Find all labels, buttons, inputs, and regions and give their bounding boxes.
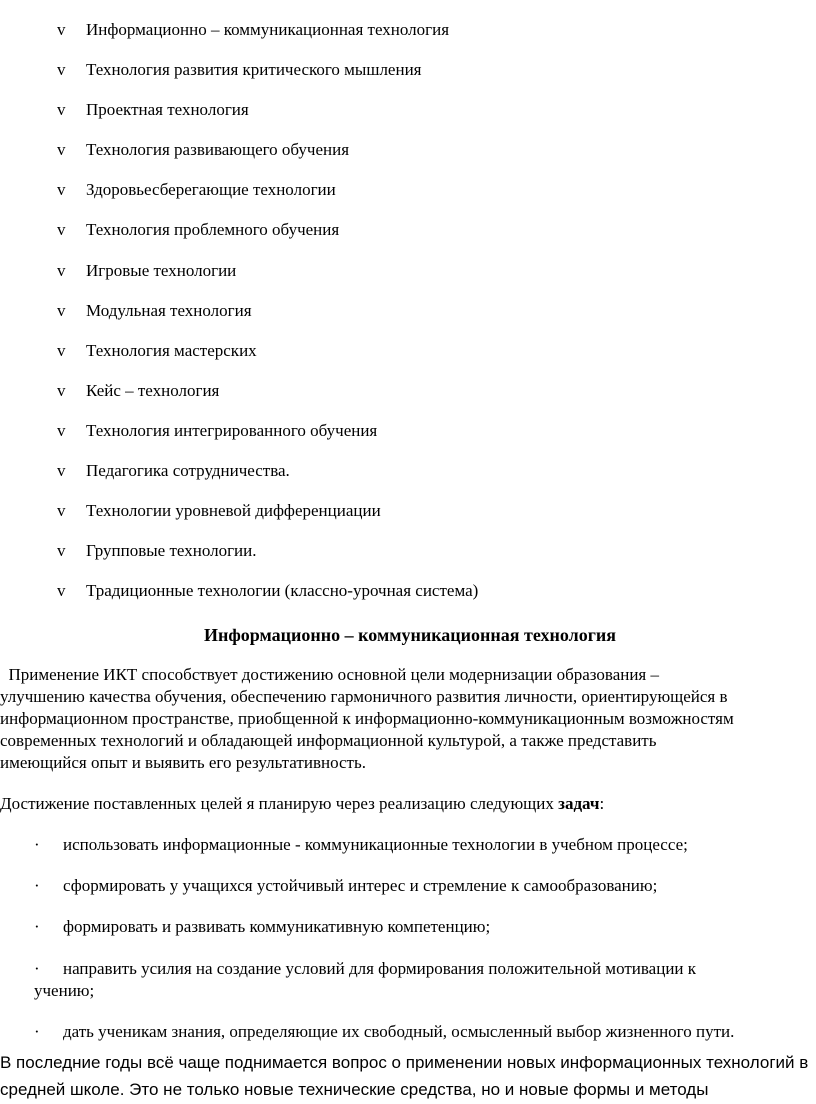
list-item-text: Модульная технология <box>86 300 252 320</box>
list-item-text: использовать информационные - коммуникационные технологии в учебном процессе; <box>63 835 688 854</box>
list-item <box>0 500 816 540</box>
list-item-text-continuation: учению; <box>34 981 95 1000</box>
list-item <box>0 19 816 59</box>
list-item <box>0 260 816 300</box>
paragraph-line: Применение ИКТ способствует достижению основной цели модернизации образования – <box>0 665 659 684</box>
list-item-text: направить усилия на создание условий для формирования положительной мотивации к <box>63 959 697 978</box>
paragraph-line: средней школе. Это не только новые технические средства, но и новые формы и методы <box>0 1080 709 1099</box>
goals-colon: : <box>599 794 605 813</box>
list-marker: · <box>34 835 40 854</box>
list-item <box>0 300 816 340</box>
list-item <box>0 958 816 1021</box>
list-item-text: Педагогика сотрудничества. <box>86 461 290 481</box>
paragraph-line: информационном пространстве, приобщенной к информационно-коммуникационным возможностям <box>0 709 734 728</box>
list-item-text: Традиционные технологии (классно-урочная система) <box>86 581 479 601</box>
list-marker: v <box>57 260 66 280</box>
list-marker: · <box>34 917 40 936</box>
list-item-text: Технология развивающего обучения <box>86 140 350 160</box>
list-marker: v <box>57 420 66 440</box>
goals-paragraph <box>0 793 816 815</box>
list-item <box>0 219 816 259</box>
list-item <box>0 916 816 958</box>
list-item <box>0 1021 816 1051</box>
section-heading: Информационно – коммуникационная технология <box>203 625 617 645</box>
list-marker: v <box>57 581 66 601</box>
list-item-text: Проектная технология <box>86 100 249 120</box>
goals-bold-word: задач <box>558 794 600 813</box>
list-marker: · <box>34 959 40 978</box>
list-marker: v <box>57 340 66 360</box>
paragraph-line: В последние годы всё чаще поднимается вопрос о применении новых информационных технологий в <box>0 1053 809 1072</box>
list-marker: v <box>57 501 66 521</box>
closing-paragraph <box>0 1049 816 1103</box>
list-item-text: сформировать у учащихся устойчивый интерес и стремление к самообразованию; <box>63 876 658 895</box>
list-item-text: формировать и развивать коммуникативную компетенцию; <box>63 917 491 936</box>
list-marker: · <box>34 1022 40 1041</box>
list-item <box>0 139 816 179</box>
list-item-text: Технология мастерских <box>86 340 257 360</box>
list-item-text: Игровые технологии <box>86 260 237 280</box>
list-marker: v <box>57 461 66 481</box>
list-item-text: Технология интегрированного обучения <box>86 420 378 440</box>
paragraph-line: улучшению качества обучения, обеспечению гармоничного развития личности, ориентирующейся в <box>0 687 728 706</box>
list-item-text: Информационно – коммуникационная технология <box>86 20 450 39</box>
list-marker: v <box>57 60 66 80</box>
list-item-text: Групповые технологии. <box>86 541 257 561</box>
list-marker: v <box>57 20 66 39</box>
list-item <box>0 875 816 916</box>
tasks-list <box>0 834 816 1051</box>
list-item-text: Здоровьесберегающие технологии <box>86 180 336 200</box>
list-item <box>0 99 816 139</box>
list-item <box>0 420 816 460</box>
list-item <box>0 540 816 580</box>
list-marker: v <box>57 541 66 561</box>
list-item-text: Технологии уровневой дифференциации <box>86 501 381 521</box>
list-item <box>0 834 816 875</box>
list-marker: · <box>34 876 40 895</box>
goals-text: Достижение поставленных целей я планирую через реализацию следующих <box>0 794 559 813</box>
paragraph-line: имеющийся опыт и выявить его результативность. <box>0 753 366 772</box>
list-marker: v <box>57 220 66 240</box>
list-item <box>0 340 816 380</box>
list-item-text: Технология проблемного обучения <box>86 220 340 240</box>
list-marker: v <box>57 140 66 160</box>
list-marker: v <box>57 100 66 120</box>
list-item <box>0 380 816 420</box>
list-marker: v <box>57 180 66 200</box>
intro-paragraph <box>0 664 816 774</box>
list-item <box>0 460 816 500</box>
list-item-text: Кейс – технология <box>86 380 220 400</box>
list-marker: v <box>57 380 66 400</box>
list-item-text: Технология развития критического мышления <box>86 60 422 80</box>
list-item <box>0 580 816 620</box>
list-item <box>0 59 816 99</box>
list-marker: v <box>57 300 66 320</box>
list-item <box>0 179 816 219</box>
list-item-text: дать ученикам знания, определяющие их свободный, осмысленный выбор жизненного пути. <box>63 1022 735 1041</box>
paragraph-line: современных технологий и обладающей информационной культурой, а также представить <box>0 731 657 750</box>
technologies-list <box>0 19 816 620</box>
